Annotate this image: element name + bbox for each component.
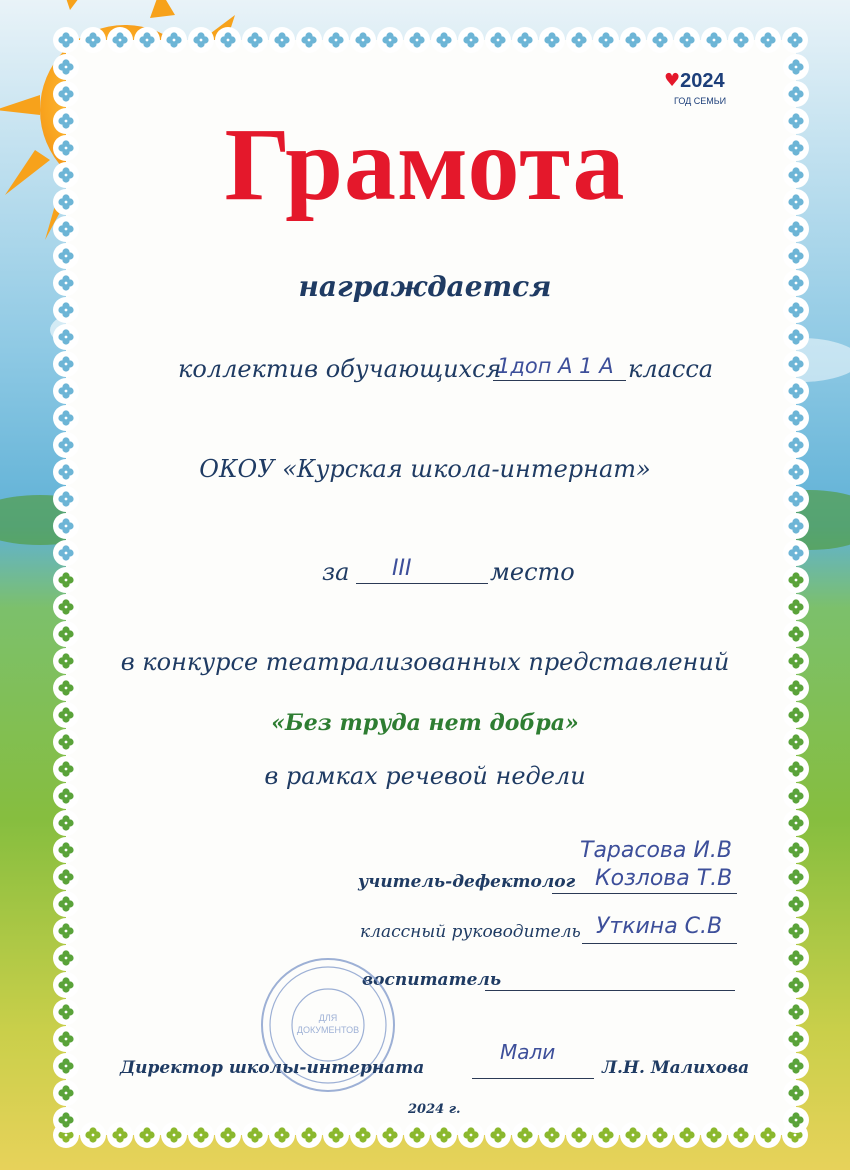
school-name: ОКОУ «Курская школа-интернат» — [199, 455, 651, 483]
border-clover-icon — [647, 27, 673, 53]
border-clover-icon — [242, 27, 268, 53]
border-clover-icon — [431, 27, 457, 53]
border-clover-icon — [783, 1053, 809, 1079]
border-clover-icon — [269, 27, 295, 53]
border-clover-icon — [350, 27, 376, 53]
border-clover-icon — [783, 810, 809, 836]
border-clover-icon — [53, 378, 79, 404]
border-clover-icon — [783, 999, 809, 1025]
border-clover-icon — [783, 675, 809, 701]
border-clover-icon — [431, 1122, 457, 1148]
border-clover-icon — [593, 27, 619, 53]
director-signature: Мали — [500, 1040, 556, 1064]
border-clover-icon — [728, 1122, 754, 1148]
border-clover-icon — [783, 594, 809, 620]
border-clover-icon — [53, 486, 79, 512]
speech-week-line: в рамках речевой недели — [264, 762, 586, 790]
border-clover-icon — [783, 1026, 809, 1052]
border-clover-icon — [783, 54, 809, 80]
border-clover-icon — [323, 1122, 349, 1148]
border-clover-icon — [674, 27, 700, 53]
border-clover-icon — [53, 243, 79, 269]
collective-prefix: коллектив обучающихся — [178, 355, 502, 383]
border-clover-icon — [783, 1107, 809, 1133]
place-handwritten: III — [392, 556, 412, 581]
place-underline — [356, 583, 488, 584]
border-clover-icon — [215, 1122, 241, 1148]
border-clover-icon — [539, 27, 565, 53]
contest-line: в конкурсе театрализованных представлений — [120, 648, 730, 676]
border-clover-icon — [783, 918, 809, 944]
border-clover-icon — [53, 1080, 79, 1106]
border-clover-icon — [782, 27, 808, 53]
class-teacher-underline — [582, 943, 737, 944]
border-clover-icon — [53, 351, 79, 377]
place-suffix: место — [490, 558, 575, 586]
class-teacher-label: классный руководитель — [360, 922, 581, 942]
educator-label: воспитатель — [362, 970, 502, 990]
border-clover-icon — [53, 918, 79, 944]
border-clover-icon — [377, 27, 403, 53]
border-clover-icon — [53, 81, 79, 107]
border-clover-icon — [783, 837, 809, 863]
border-clover-icon — [80, 27, 106, 53]
heart-icon: ♥ — [664, 70, 681, 91]
year-of-family-logo — [664, 70, 727, 106]
border-clover-icon — [53, 54, 79, 80]
border-clover-icon — [755, 1122, 781, 1148]
border-clover-icon — [783, 621, 809, 647]
stamp-line-1: ДЛЯ — [318, 1013, 338, 1023]
border-clover-icon — [269, 1122, 295, 1148]
border-clover-icon — [566, 27, 592, 53]
border-clover-icon — [242, 1122, 268, 1148]
border-clover-icon — [485, 1122, 511, 1148]
border-clover-icon — [701, 27, 727, 53]
border-clover-icon — [53, 513, 79, 539]
border-clover-icon — [783, 243, 809, 269]
border-clover-icon — [188, 27, 214, 53]
border-clover-icon — [323, 27, 349, 53]
class-teacher-handwritten: Уткина С.В — [596, 914, 723, 939]
logo-year: 2024 — [680, 70, 725, 92]
collective-suffix: класса — [628, 355, 714, 383]
border-clover-icon — [107, 27, 133, 53]
border-clover-icon — [53, 810, 79, 836]
place-prefix: за — [322, 558, 350, 586]
border-clover-icon — [53, 837, 79, 863]
border-clover-icon — [53, 999, 79, 1025]
border-clover-icon — [53, 594, 79, 620]
contest-name: «Без труда нет добра» — [271, 710, 579, 736]
border-clover-icon — [377, 1122, 403, 1148]
awarded-line: награждается — [298, 270, 552, 303]
director-label: Директор школы-интерната — [120, 1058, 425, 1078]
class-handwritten: 1доп А 1 А — [497, 354, 614, 378]
certificate-title: Грамота — [224, 107, 626, 222]
border-clover-icon — [296, 27, 322, 53]
border-clover-icon — [53, 1053, 79, 1079]
border-clover-icon — [53, 405, 79, 431]
border-clover-icon — [783, 486, 809, 512]
border-clover-icon — [161, 27, 187, 53]
year-label: 2024 г. — [408, 1102, 461, 1117]
border-clover-icon — [783, 378, 809, 404]
border-clover-icon — [404, 1122, 430, 1148]
border-clover-icon — [53, 27, 79, 53]
border-clover-icon — [783, 405, 809, 431]
border-clover-icon — [134, 1122, 160, 1148]
class-underline — [493, 380, 626, 381]
border-clover-icon — [783, 972, 809, 998]
border-clover-icon — [783, 513, 809, 539]
border-clover-icon — [107, 1122, 133, 1148]
border-clover-icon — [512, 27, 538, 53]
border-clover-icon — [188, 1122, 214, 1148]
border-clover-icon — [620, 27, 646, 53]
border-clover-icon — [701, 1122, 727, 1148]
border-clover-icon — [458, 1122, 484, 1148]
border-clover-icon — [620, 1122, 646, 1148]
teacher-name-handwritten-1: Тарасова И.В — [580, 838, 732, 863]
border-clover-icon — [783, 324, 809, 350]
border-clover-icon — [458, 27, 484, 53]
border-clover-icon — [350, 1122, 376, 1148]
border-clover-icon — [53, 675, 79, 701]
border-clover-icon — [783, 891, 809, 917]
director-underline — [472, 1078, 594, 1079]
border-clover-icon — [80, 1122, 106, 1148]
educator-underline — [485, 990, 735, 991]
border-clover-icon — [755, 27, 781, 53]
border-clover-icon — [647, 1122, 673, 1148]
border-clover-icon — [215, 27, 241, 53]
border-clover-icon — [512, 1122, 538, 1148]
border-clover-icon — [783, 540, 809, 566]
teacher-underline — [552, 893, 737, 894]
border-clover-icon — [783, 81, 809, 107]
border-clover-icon — [53, 864, 79, 890]
logo-caption: ГОД СЕМЬИ — [674, 96, 727, 106]
border-clover-icon — [53, 972, 79, 998]
border-clover-icon — [161, 1122, 187, 1148]
border-clover-icon — [53, 1107, 79, 1133]
border-clover-icon — [783, 1080, 809, 1106]
border-clover-icon — [53, 621, 79, 647]
border-clover-icon — [783, 864, 809, 890]
border-clover-icon — [674, 1122, 700, 1148]
border-clover-icon — [134, 27, 160, 53]
border-clover-icon — [53, 540, 79, 566]
border-clover-icon — [783, 351, 809, 377]
border-clover-icon — [593, 1122, 619, 1148]
border-clover-icon — [783, 567, 809, 593]
border-clover-icon — [296, 1122, 322, 1148]
director-name: Л.Н. Малихова — [602, 1058, 750, 1078]
border-clover-icon — [53, 891, 79, 917]
border-clover-icon — [404, 27, 430, 53]
border-clover-icon — [53, 567, 79, 593]
border-clover-icon — [485, 27, 511, 53]
border-clover-icon — [539, 1122, 565, 1148]
teacher-name-handwritten-2: Козлова Т.В — [595, 866, 733, 891]
border-clover-icon — [566, 1122, 592, 1148]
stamp-line-2: ДОКУМЕНТОВ — [296, 1025, 360, 1035]
border-clover-icon — [728, 27, 754, 53]
border-clover-icon — [53, 1026, 79, 1052]
border-clover-icon — [53, 324, 79, 350]
teacher-label: учитель-дефектолог — [358, 872, 576, 892]
border-clover-icon — [783, 945, 809, 971]
border-clover-icon — [53, 945, 79, 971]
